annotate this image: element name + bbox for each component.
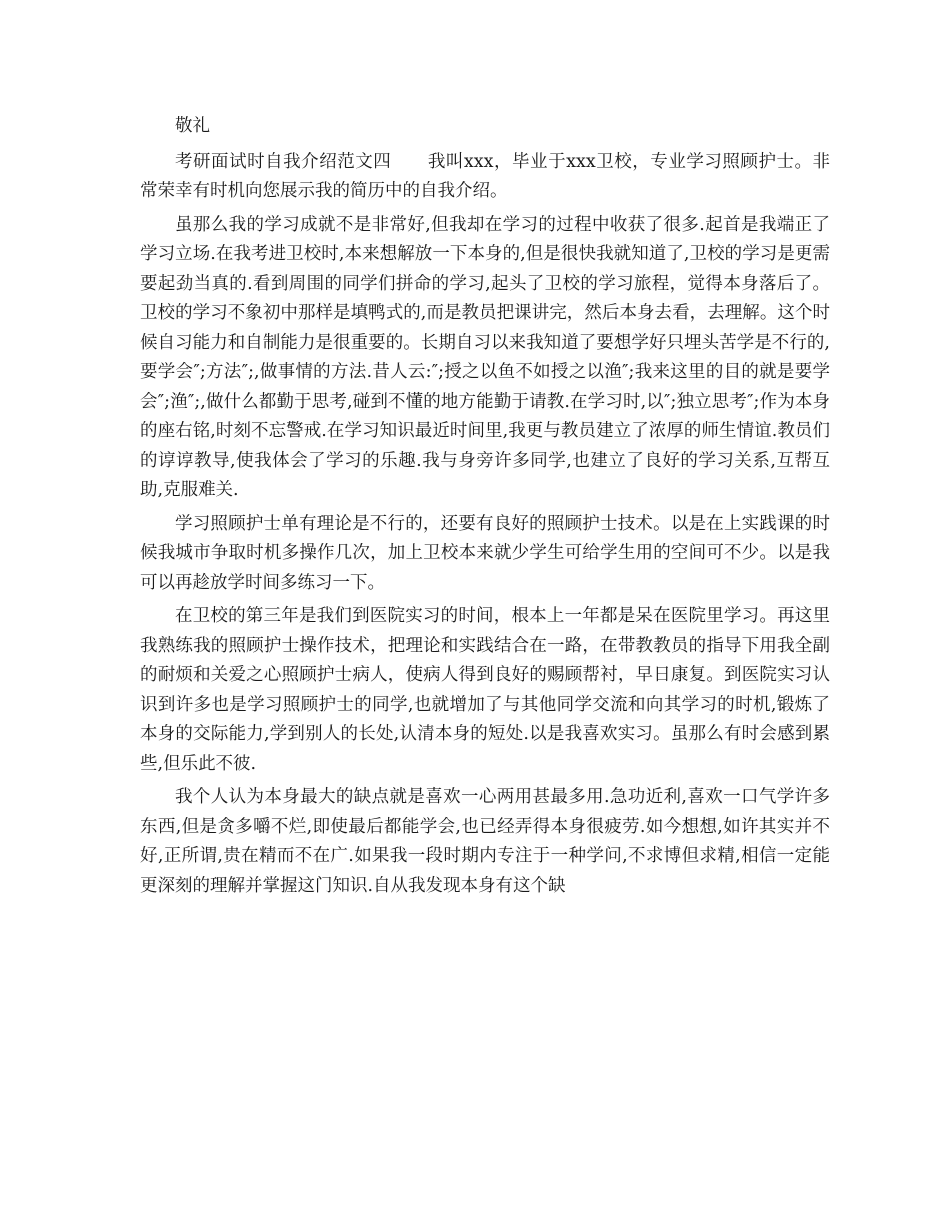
paragraph-practice: 学习照顾护士单有理论是不行的，还要有良好的照顾护士技术。以是在上实践课的时候我城市争取时机多操作几次，加上卫校本来就少学生可给学生用的空间可不少。以是我可以再趁放学时间多练习一下。 <box>140 513 830 593</box>
paragraph-intro <box>140 148 830 207</box>
intro-text: 我叫xxx，毕业于xxx卫校，专业学习照顾护士。非常荣幸有时机向您展示我的简历中的自我介绍。 <box>140 151 831 201</box>
paragraph-weakness: 我个人认为本身最大的缺点就是喜欢一心两用甚最多用.急功近利,喜欢一口气学许多东西,但是贪多嚼不烂,即使最后都能学会,也已经弄得本身很疲劳.如今想想,如许其实并不好,正所谓,贵在精而不在广.如果我一段时期内专注于一种学问,不求博但求精,相信一定能更深刻的理解并掌握这门知识.自从我发现本身有这个缺 <box>140 787 830 896</box>
section-title: 考研面试时自我介绍范文四 <box>175 151 392 172</box>
closing-salutation: 敬礼 <box>175 116 210 136</box>
document-body <box>140 112 830 905</box>
paragraph-internship: 在卫校的第三年是我们到医院实习的时间，根本上一年都是呆在医院里学习。再这里我熟练我的照顾护士操作技术，把理论和实践结合在一路，在带教教员的指导下用我全副的耐烦和关爱之心照顾护士病人，使病人得到良好的赐顾帮衬，早日康复。到医院实习认识到许多也是学习照顾护士的同学,也就增加了与其他同学交流和向其学习的时机,锻炼了本身的交际能力,学到别人的长处,认清本身的短处.以是我喜欢实习。虽那么有时会感到累些,但乐此不彼. <box>140 606 830 774</box>
paragraph-study: 虽那么我的学习成就不是非常好,但我却在学习的过程中收获了很多.起首是我端正了学习立场.在我考进卫校时,本来想解放一下本身的,但是很快我就知道了,卫校的学习是更需要起劲当真的.看到周围的同学们拼命的学习,起头了卫校的学习旅程，觉得本身落后了。卫校的学习不象初中那样是填鸭式的,而是教员把课讲完，然后本身去看，去理解。这个时候自习能力和自制能力是很重要的。长期自习以来我知道了要想学好只埋头苦学是不行的,要学会″;方法″;,做事情的方法.昔人云:″;授之以鱼不如授之以渔″;我来这里的目的就是要学会″;渔″;,做什么都勤于思考,碰到不懂的地方能勤于请教.在学习时,以″;独立思考″;作为本身的座右铭,时刻不忘警戒.在学习知识最近时间里,我更与教员建立了浓厚的师生情谊.教员们的谆谆教导,使我体会了学习的乐趣.我与身旁许多同学,也建立了良好的学习关系,互帮互助,克服难关. <box>140 214 830 500</box>
